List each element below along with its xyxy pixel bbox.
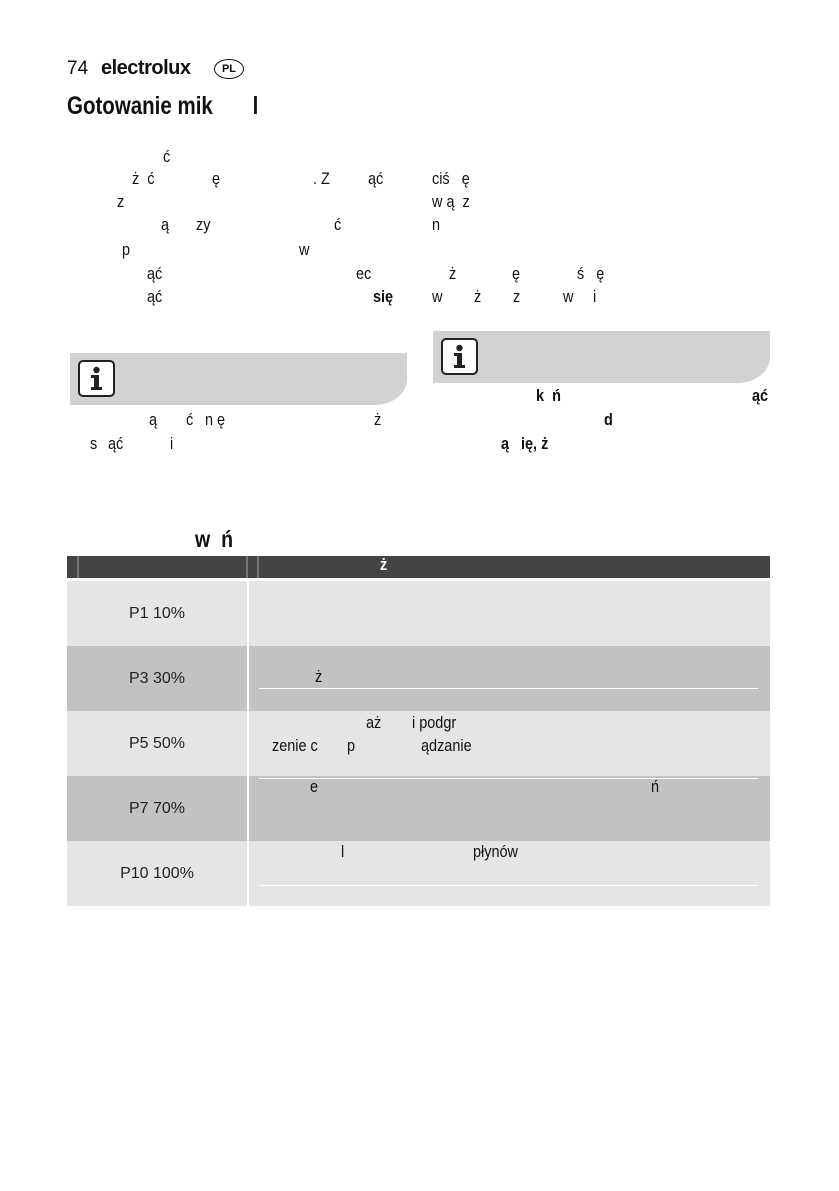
section-title: w ń	[195, 526, 234, 552]
intro-fragment: ąć	[147, 287, 163, 306]
cell-fragment: ądzanie	[421, 736, 472, 755]
header-fragment: ż	[380, 555, 388, 574]
power-level: P3 30%	[128, 669, 186, 687]
table-row	[67, 646, 770, 711]
intro-fragment: ę	[212, 169, 221, 188]
note-fragment: k ń	[536, 386, 561, 405]
intro-fragment: ż	[474, 287, 482, 306]
note-fragment: n ę	[205, 410, 226, 429]
power-level: P10 100%	[120, 864, 194, 882]
power-level: P1 10%	[128, 604, 186, 622]
intro-fragment: ciś ę	[432, 169, 470, 188]
power-level: P7 70%	[128, 799, 186, 817]
note-fragment: s	[90, 434, 98, 453]
intro-fragment: się	[373, 287, 394, 306]
cell-fragment: l	[341, 842, 345, 861]
language-badge: PL	[214, 59, 244, 79]
note-fragment: ż	[374, 410, 382, 429]
note-fragment: ć	[186, 410, 194, 429]
note-fragment: ąć	[108, 434, 124, 453]
intro-fragment: ż	[449, 264, 457, 283]
intro-fragment: z	[513, 287, 521, 306]
intro-fragment: . Z	[313, 169, 330, 188]
intro-fragment: ż ć	[132, 169, 155, 188]
table-header	[67, 556, 770, 578]
table-row	[67, 841, 770, 906]
note-fragment: ię, ż	[521, 434, 549, 453]
table-row	[67, 776, 770, 841]
intro-fragment: n	[432, 215, 441, 234]
note-fragment: ąć	[752, 386, 769, 405]
intro-fragment: zy	[196, 215, 211, 234]
intro-fragment: ć	[163, 147, 171, 166]
info-icon	[78, 360, 115, 397]
table-row	[67, 711, 770, 776]
note-box-left	[70, 353, 407, 405]
table-row	[67, 581, 770, 646]
intro-fragment: z	[117, 192, 125, 211]
cell-fragment: aż	[366, 713, 382, 732]
intro-fragment: p	[122, 240, 131, 259]
brand-logo: electrolux	[101, 57, 191, 79]
intro-fragment: w	[563, 287, 574, 306]
intro-fragment: ą	[161, 215, 170, 234]
header-divider	[77, 556, 79, 578]
cell-fragment: ż	[315, 667, 323, 686]
intro-fragment: w ą z	[432, 192, 470, 211]
cell-fragment: ń	[651, 777, 660, 796]
intro-fragment: i	[593, 287, 597, 306]
note-fragment: d	[604, 410, 613, 429]
intro-fragment: w	[432, 287, 443, 306]
info-icon	[441, 338, 478, 375]
page-title: Gotowanie mik l	[67, 92, 259, 120]
cell-fragment: płynów	[473, 842, 518, 861]
cell-fragment: e	[310, 777, 319, 796]
intro-fragment: ąć	[368, 169, 384, 188]
intro-fragment: ę	[512, 264, 521, 283]
header-divider	[257, 556, 259, 578]
note-fragment: ą	[501, 434, 510, 453]
intro-fragment: ąć	[147, 264, 163, 283]
intro-fragment: ś ę	[577, 264, 605, 283]
cell-fragment: i podgr	[412, 713, 457, 732]
header-divider	[246, 556, 248, 578]
power-level: P5 50%	[128, 734, 186, 752]
intro-fragment: ec	[356, 264, 372, 283]
cell-fragment: p	[347, 736, 356, 755]
page-number: 74	[67, 58, 89, 79]
note-fragment: i	[170, 434, 174, 453]
intro-fragment: w	[299, 240, 310, 259]
intro-fragment: ć	[334, 215, 342, 234]
note-fragment: ą	[149, 410, 158, 429]
cell-fragment: zenie c	[272, 736, 318, 755]
note-box-right	[433, 331, 770, 383]
